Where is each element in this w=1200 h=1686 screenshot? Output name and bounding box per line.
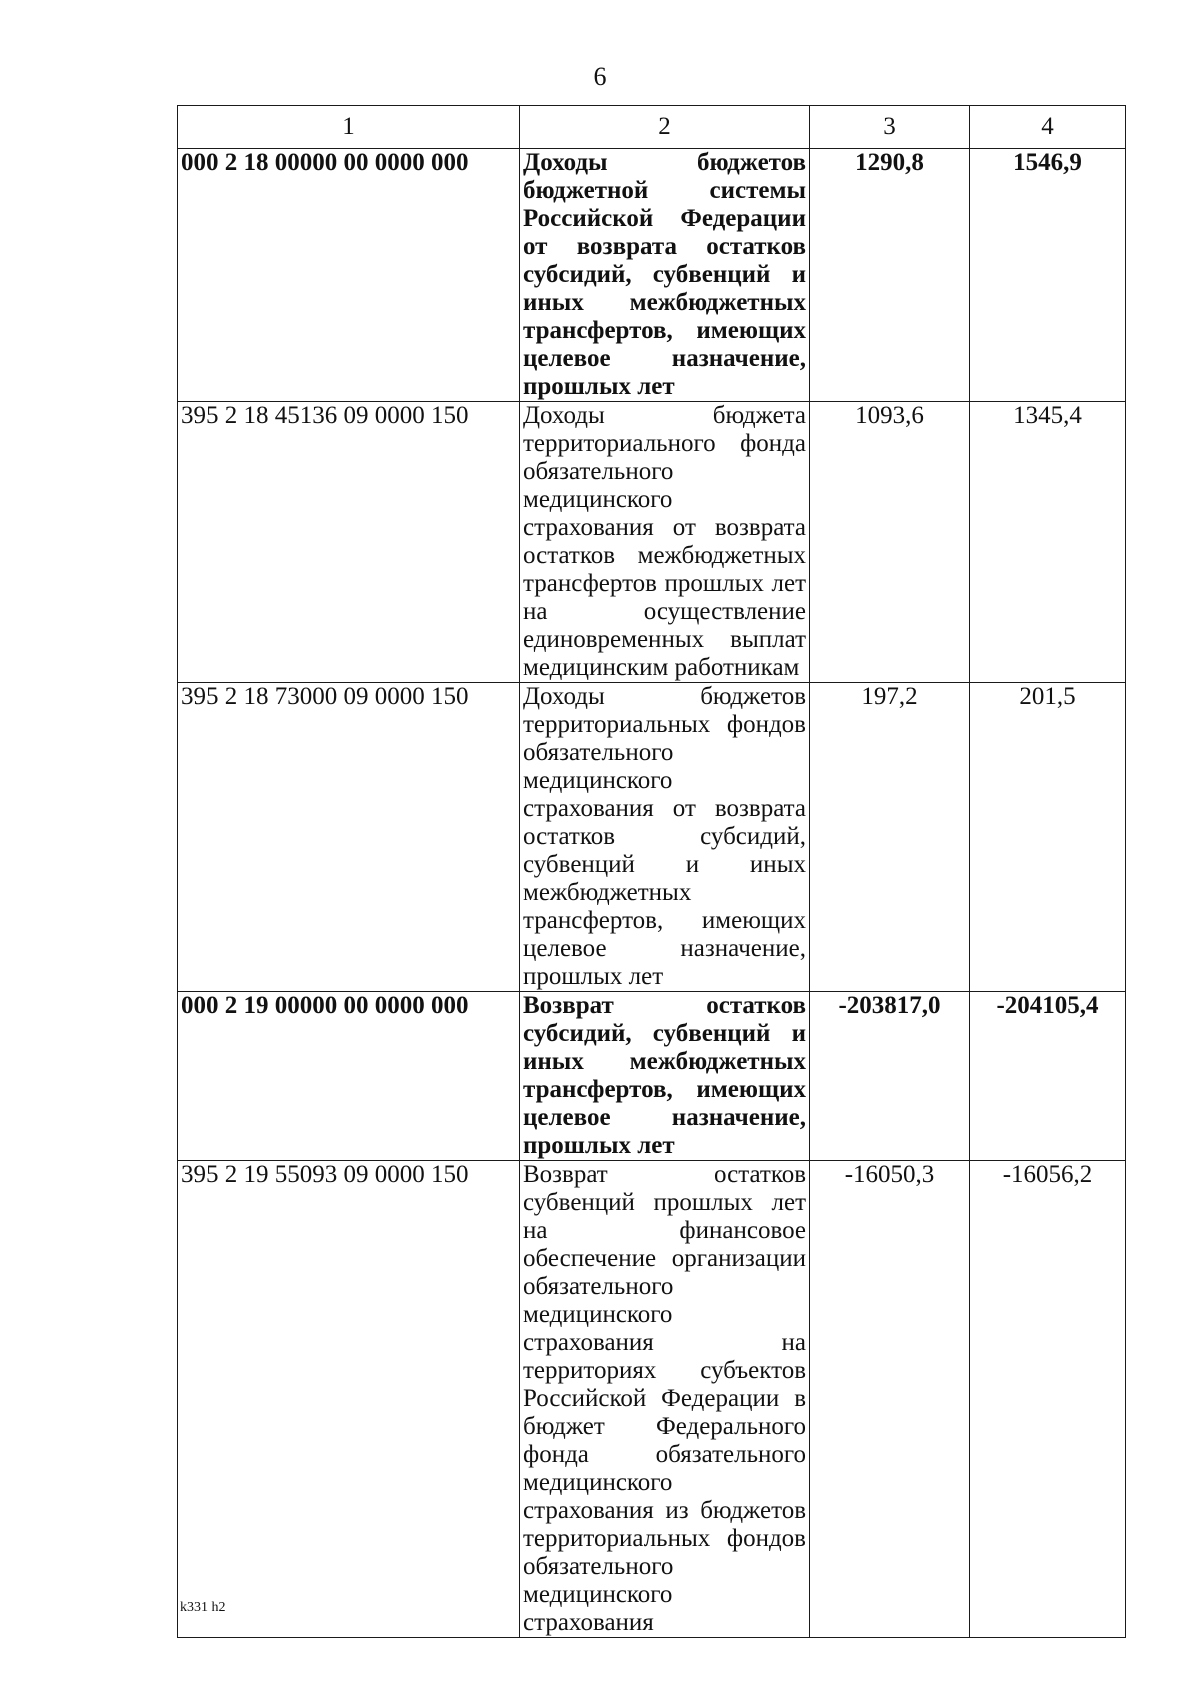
row-value-col4: 1345,4	[970, 402, 1126, 683]
row-value-col4: 1546,9	[970, 149, 1126, 402]
row-description: Возврат остатков субвенций прошлых лет на финансовое обеспечение организации обязательного медицинского страхования на территориях субъектов Российской Федерации в бюджет Федерального фонда обязательного медицинского страхования из бюджетов территориальных фондов обязательного медицинского страхования	[520, 1161, 810, 1638]
row-code: 000 2 18 00000 00 0000 000	[178, 149, 520, 402]
row-value-col4: -204105,4	[970, 992, 1126, 1161]
header-col-1: 1	[178, 106, 520, 149]
row-value-col3: 1290,8	[810, 149, 970, 402]
table-row	[178, 683, 1126, 992]
row-description: Доходы бюджетов территориальных фондов обязательного медицинского страхования от возврата остатков субсидий, субвенций и иных межбюджетных трансфертов, имеющих целевое назначение, прошлых лет	[520, 683, 810, 992]
row-code: 395 2 19 55093 09 0000 150	[178, 1161, 520, 1638]
row-description: Доходы бюджета территориального фонда обязательного медицинского страхования от возврата остатков межбюджетных трансфертов прошлых лет на осуществление единовременных выплат медицинским работникам	[520, 402, 810, 683]
header-col-2: 2	[520, 106, 810, 149]
row-value-col4: 201,5	[970, 683, 1126, 992]
header-col-3: 3	[810, 106, 970, 149]
table-row	[178, 1161, 1126, 1638]
table-row	[178, 402, 1126, 683]
row-value-col3: 197,2	[810, 683, 970, 992]
row-description: Возврат остатков субсидий, субвенций и иных межбюджетных трансфертов, имеющих целевое назначение, прошлых лет	[520, 992, 810, 1161]
row-value-col3: 1093,6	[810, 402, 970, 683]
page-number: 6	[593, 62, 607, 91]
row-description: Доходы бюджетов бюджетной системы Российской Федерации от возврата остатков субсидий, субвенций и иных межбюджетных трансфертов, имеющих целевое назначение, прошлых лет	[520, 149, 810, 402]
row-code: 395 2 18 73000 09 0000 150	[178, 683, 520, 992]
row-value-col3: -203817,0	[810, 992, 970, 1161]
row-code: 395 2 18 45136 09 0000 150	[178, 402, 520, 683]
footer-code: k331 h2	[180, 1600, 226, 1615]
row-code: 000 2 19 00000 00 0000 000	[178, 992, 520, 1161]
row-value-col4: -16056,2	[970, 1161, 1126, 1638]
row-value-col3: -16050,3	[810, 1161, 970, 1638]
table-row	[178, 992, 1126, 1161]
table-row	[178, 149, 1126, 402]
budget-table	[177, 105, 1126, 1638]
header-col-4: 4	[970, 106, 1126, 149]
table-header-row	[178, 106, 1126, 149]
